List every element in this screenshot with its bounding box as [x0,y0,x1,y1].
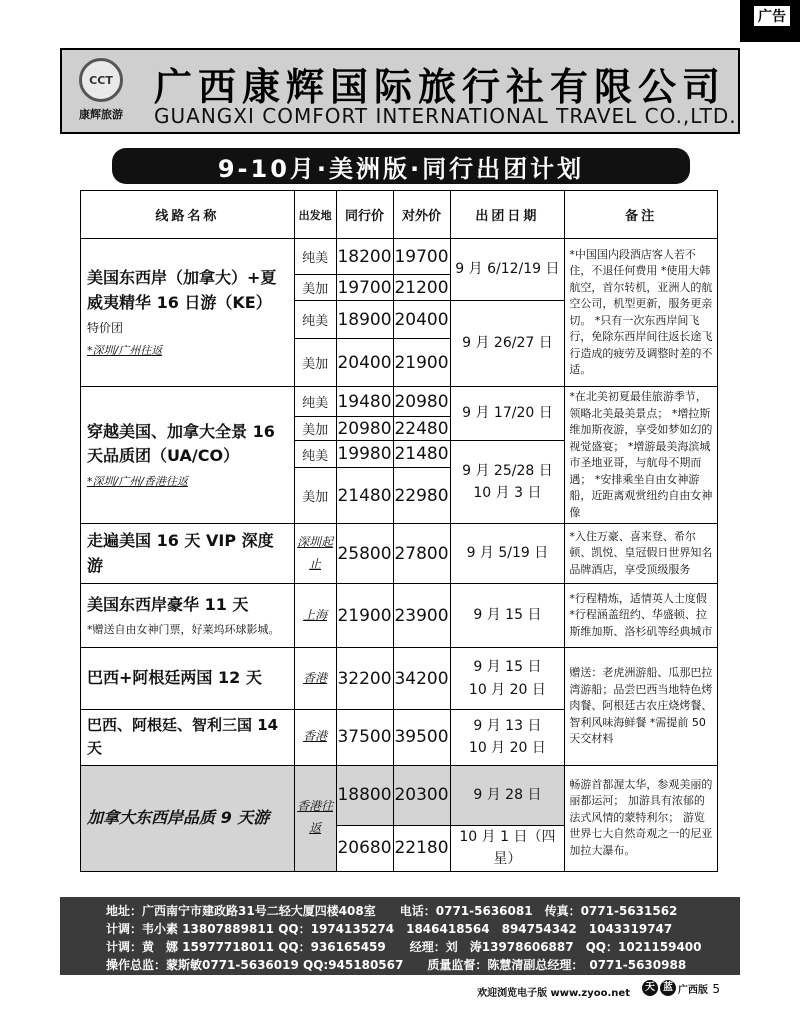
departure-cell: 纯美 [294,239,336,275]
col-header-public-price: 对外价 [393,191,450,239]
date-cell [450,441,565,524]
table-row [81,524,718,584]
remark-cell: *中国国内段酒店客人若不住，不退任何费用 *使用大韩航空，首尔转机，亚洲人的航空公司，机型更新，服务更亲切。 *只有一次东西岸间飞行，免除东西岸间往返长途飞行造成的疲劳及调整时差的不适。 [565,239,718,387]
departure-cell: 香港往返 [294,765,336,871]
tour-plan-table [80,190,718,872]
public-price-cell: 34200 [393,648,450,710]
departure-cell: 纯美 [294,441,336,468]
public-price-cell: 21900 [393,339,450,387]
public-price-cell: 39500 [393,710,450,766]
route-name: 美国东西岸豪华 11 天 [87,594,249,614]
footer-contact-line: 计调：黄 娜 15977718011 QQ：936165459 经理：刘 涛13978606887 QQ：1021159400 [106,940,702,954]
table-row [81,765,718,825]
ad-tag-label: 广告 [754,6,790,26]
date-cell [450,710,565,766]
page-number: 5 [712,982,720,996]
route-note: *赠送自由女神门票，好莱坞环球影城。 [87,623,280,637]
brand-mark [642,980,708,996]
peer-price-cell: 21900 [336,584,393,648]
departure-cell: 美加 [294,468,336,524]
col-header-remarks: 备注 [565,191,718,239]
footer-contact-line: 操作总监：蒙斯敏0771-5636019 QQ:945180567 质量监督：陈慧清副总经理： 0771-5630988 [106,958,687,972]
public-price-cell: 21200 [393,275,450,301]
page-bottom [0,980,800,1000]
date-cell: 9 月 15 日 [450,584,565,648]
date-cell: 10 月 1 日（四星） [450,825,565,871]
table-row [81,584,718,648]
public-price-cell: 22180 [393,825,450,871]
route-note: *深圳/广州往返 [87,344,163,358]
remark-cell: *行程精炼，适情英人士度假 *行程涵盖纽约、华盛顿、拉斯维加斯、洛杉矶等经典城市 [565,584,718,648]
date-cell: 9 月 6/12/19 日 [450,239,565,301]
route-cell [81,584,295,648]
departure-cell: 香港 [294,710,336,766]
footer-address-line: 地址：广西南宁市建政路31号二轻大厦四楼408室 电话：0771-5636081 传真：0771-5631562 [106,904,678,918]
departure-cell: 深圳起止 [294,524,336,584]
col-header-dates: 出团日期 [450,191,565,239]
table-row [81,239,718,275]
date-line: 9 月 25/28 日 [462,462,553,479]
route-name: 巴西+阿根廷两国 12 天 [87,668,262,688]
table-row [81,648,718,710]
date-line: 9 月 13 日 [473,717,542,734]
peer-price-cell: 18200 [336,239,393,275]
route-note: *深圳/广州/香港往返 [87,475,188,489]
date-line: 10 月 20 日 [468,740,546,757]
remark-cell: 畅游首都渥太华，参观美丽的丽都运河； 加游具有浓郁的法式风情的蒙特利尔； 游览世界七大自然奇观之一的尼亚加拉大瀑布。 [565,765,718,871]
date-line: 9 月 15 日 [473,659,542,676]
table-row [81,387,718,417]
remark-cell: *在北美初夏最佳旅游季节，领略北美最美景点； *增拉斯维加斯夜游，享受如梦如幻的视觉盛宴； *增游最美海滨城市圣地亚哥，与航母不期而遇； *安排乘坐自由女神游船，近距离观赏纽约自由女神像 [565,387,718,524]
departure-cell: 香港 [294,648,336,710]
route-cell [81,648,295,710]
remark-cell: 赠送：老虎洲游船、瓜那巴拉湾游船；品尝巴西当地特色烤肉餐、阿根廷古农庄烧烤餐、智利风味海鲜餐 *需提前 50 天交材料 [565,648,718,766]
public-price-cell: 22980 [393,468,450,524]
route-cell [81,765,295,871]
company-name-en: GUANGXI COMFORT INTERNATIONAL TRAVEL CO.,LTD. [154,104,737,128]
route-name: 加拿大东西岸品质 9 天游 [87,807,270,827]
departure-cell: 美加 [294,275,336,301]
public-price-cell: 22480 [394,418,449,439]
public-price-cell: 19700 [393,239,450,275]
peer-price-cell: 20680 [336,825,393,871]
date-line: 10 月 3 日 [473,485,542,501]
date-cell: 9 月 5/19 日 [450,524,565,584]
peer-price-cell: 18800 [336,765,393,825]
date-line: 10 月 20 日 [468,681,546,698]
col-header-peer-price: 同行价 [336,191,393,239]
peer-price-cell: 25800 [336,524,393,584]
table-header-row [81,191,718,239]
peer-price-cell: 19980 [336,441,393,468]
departure-cell: 美加 [294,339,336,387]
ad-tag [740,0,800,42]
route-name: 穿越美国、加拿大全景 16 天品质团（UA/CO） [87,421,275,466]
remark-cell: *入住万豪、喜来登、希尔顿、凯悦、皇冠假日世界知名品牌酒店，享受顶级服务 [565,524,718,584]
route-name: 走遍美国 16 天 VIP 深度游 [87,530,274,575]
col-header-departure: 出发地 [294,191,336,239]
route-name: 美国东西岸（加拿大）+夏威夷精华 16 日游（KE） [87,267,277,312]
page-title: 9-10月·美洲版·同行出团计划 [112,148,690,184]
company-name-cn: 广西康辉国际旅行社有限公司 [154,65,727,109]
route-name: 巴西、阿根廷、智利三国 14 天 [87,716,279,758]
route-cell [81,524,295,584]
public-price-cell: 20400 [393,301,450,339]
public-price-cell: 20980 [393,387,450,417]
brand-dot-icon: 天 [642,980,658,996]
peer-price-cell: 20400 [336,339,393,387]
logo-text: CCT [89,73,113,87]
company-header [60,48,740,134]
peer-price-cell: 19480 [336,387,393,417]
contact-footer [60,897,740,975]
departure-cell: 上海 [294,584,336,648]
route-cell [81,387,295,524]
brand-edition: 广西版 [678,984,708,996]
date-cell [450,648,565,710]
peer-price-cell: 19700 [336,275,393,301]
departure-cell: 纯美 [294,387,336,417]
date-cell: 9 月 28 日 [450,765,565,825]
peer-price-cell: 32200 [336,648,393,710]
date-cell: 9 月 17/20 日 [450,387,565,441]
route-tag: 特价团 [87,321,124,336]
peer-price-cell: 37500 [336,710,393,766]
peer-price-cell: 20980 [337,418,392,439]
public-price-cell: 23900 [393,584,450,648]
departure-cell: 美加 [294,417,336,441]
logo-caption: 康辉旅游 [79,108,123,121]
brand-dot-icon: 蓝 [660,980,676,996]
col-header-route: 线路名称 [81,191,295,239]
route-cell [81,710,295,766]
date-cell: 9 月 26/27 日 [450,301,565,387]
public-price-cell: 21480 [393,441,450,468]
route-cell [81,239,295,387]
departure-cell: 纯美 [294,301,336,339]
peer-price-cell: 18900 [336,301,393,339]
flower-logo-icon [79,58,123,102]
public-price-cell: 27800 [393,524,450,584]
peer-price-cell: 21480 [336,468,393,524]
website-link[interactable]: 欢迎浏览电子版 www.zyoo.net [477,988,630,999]
company-logo [72,58,130,128]
footer-contact-line: 计调：韦小素 13807889811 QQ：1974135274 1846418564 894754342 1043319747 [106,922,673,936]
public-price-cell: 20300 [393,765,450,825]
